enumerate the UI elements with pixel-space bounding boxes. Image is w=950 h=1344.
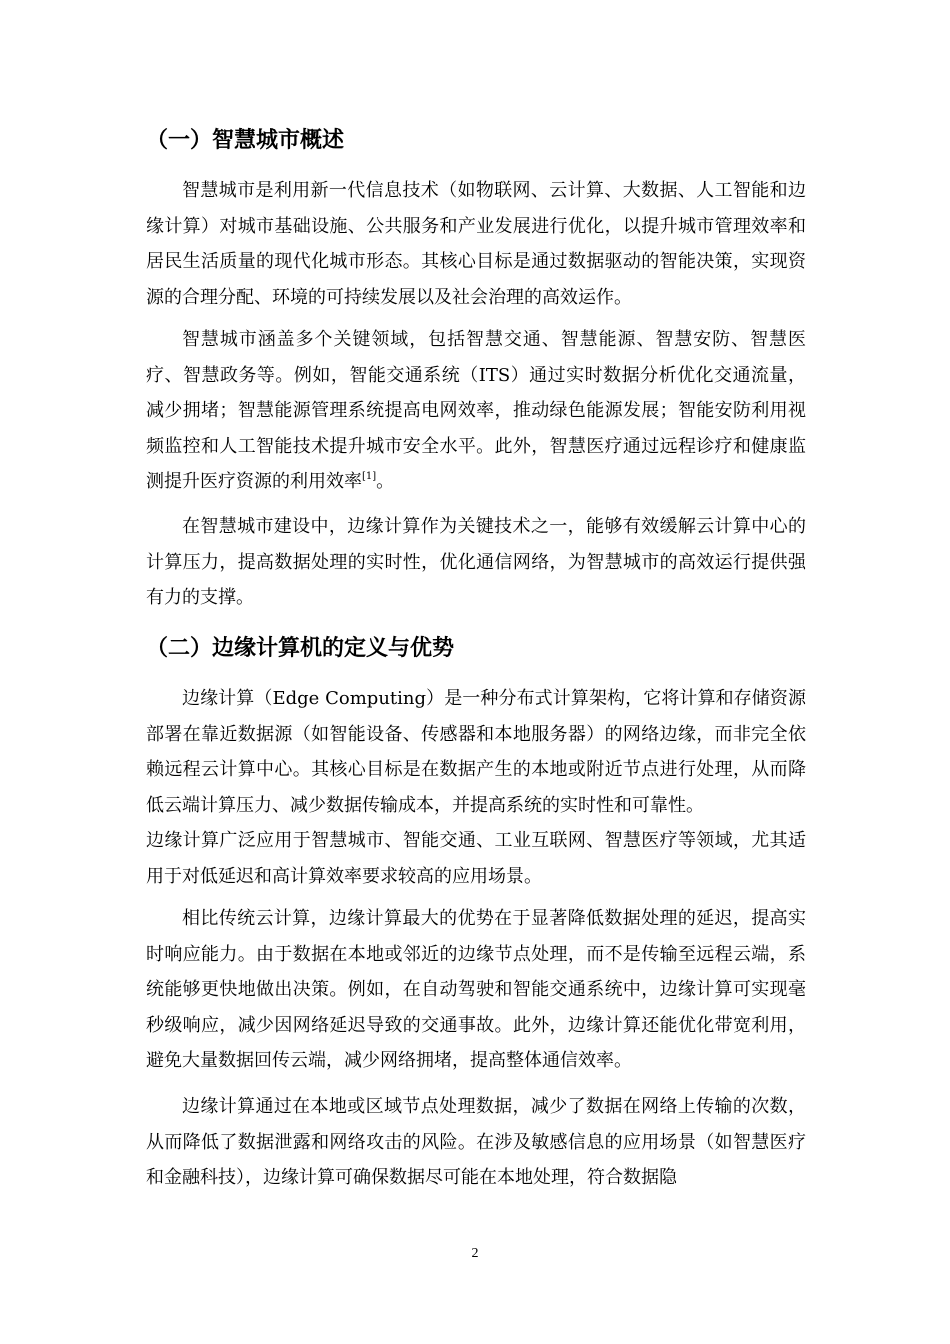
paragraph-edge-computing-definition: 边缘计算（Edge Computing）是一种分布式计算架构，它将计算和存储资源部署在靠近数据源（如智能设备、传感器和本地服务器）的网络边缘，而非完全依赖远程云计算中心。其核心目标是在数据产生的本地或附近节点进行处理，从而降低云端计算压力、减少数据传输成本，并提高系统的实时性和可靠性。 xyxy=(146,688,806,816)
paragraph-edge-computing-role: 在智慧城市建设中，边缘计算作为关键技术之一，能够有效缓解云计算中心的计算压力，提高数据处理的实时性，优化通信网络，为智慧城市的高效运行提供强有力的支撑。 xyxy=(146,516,806,608)
paragraph-edge-computing-latency-advantage: 相比传统云计算，边缘计算最大的优势在于显著降低数据处理的延迟，提高实时响应能力。由于数据在本地或邻近的边缘节点处理，而不是传输至远程云端，系统能够更快地做出决策。例如，在自动驾驶和智能交通系统中，边缘计算可实现毫秒级响应，减少因网络延迟导致的交通事故。此外，边缘计算还能优化带宽利用，避免大量数据回传云端，减少网络拥堵，提高整体通信效率。 xyxy=(146,908,806,1071)
paragraph-smart-city-definition: 智慧城市是利用新一代信息技术（如物联网、云计算、大数据、人工智能和边缘计算）对城市基础设施、公共服务和产业发展进行优化，以提升城市管理效率和居民生活质量的现代化城市形态。其核心目标是通过数据驱动的智能决策，实现资源的合理分配、环境的可持续发展以及社会治理的高效运作。 xyxy=(146,180,806,308)
paragraph-smart-city-domains-text: 智慧城市涵盖多个关键领域，包括智慧交通、智慧能源、智慧安防、智慧医疗、智慧政务等。例如，智能交通系统（ITS）通过实时数据分析优化交通流量，减少拥堵；智慧能源管理系统提高电网效率，推动绿色能源发展；智能安防利用视频监控和人工智能技术提升城市安全水平。此外，智慧医疗通过远程诊疗和健康监测提升医疗资源的利用效率 xyxy=(146,329,806,492)
paragraph-smart-city-domains-end: 。 xyxy=(376,471,395,492)
paragraph-smart-city-domains xyxy=(146,322,806,500)
citation-reference: [1] xyxy=(362,471,377,482)
paragraph-edge-computing-security: 边缘计算通过在本地或区域节点处理数据，减少了数据在网络上传输的次数，从而降低了数据泄露和网络攻击的风险。在涉及敏感信息的应用场景（如智慧医疗和金融科技），边缘计算可确保数据尽可能在本地处理，符合数据隐 xyxy=(146,1096,806,1188)
page-number: 2 xyxy=(471,1246,479,1261)
section-heading-smart-city-overview: （一）智慧城市概述 xyxy=(146,128,345,153)
paragraph-edge-computing-applications: 边缘计算广泛应用于智慧城市、智能交通、工业互联网、智慧医疗等领域，尤其适用于对低延迟和高计算效率要求较高的应用场景。 xyxy=(146,830,806,887)
section-heading-edge-computing-definition: （二）边缘计算机的定义与优势 xyxy=(146,636,455,661)
